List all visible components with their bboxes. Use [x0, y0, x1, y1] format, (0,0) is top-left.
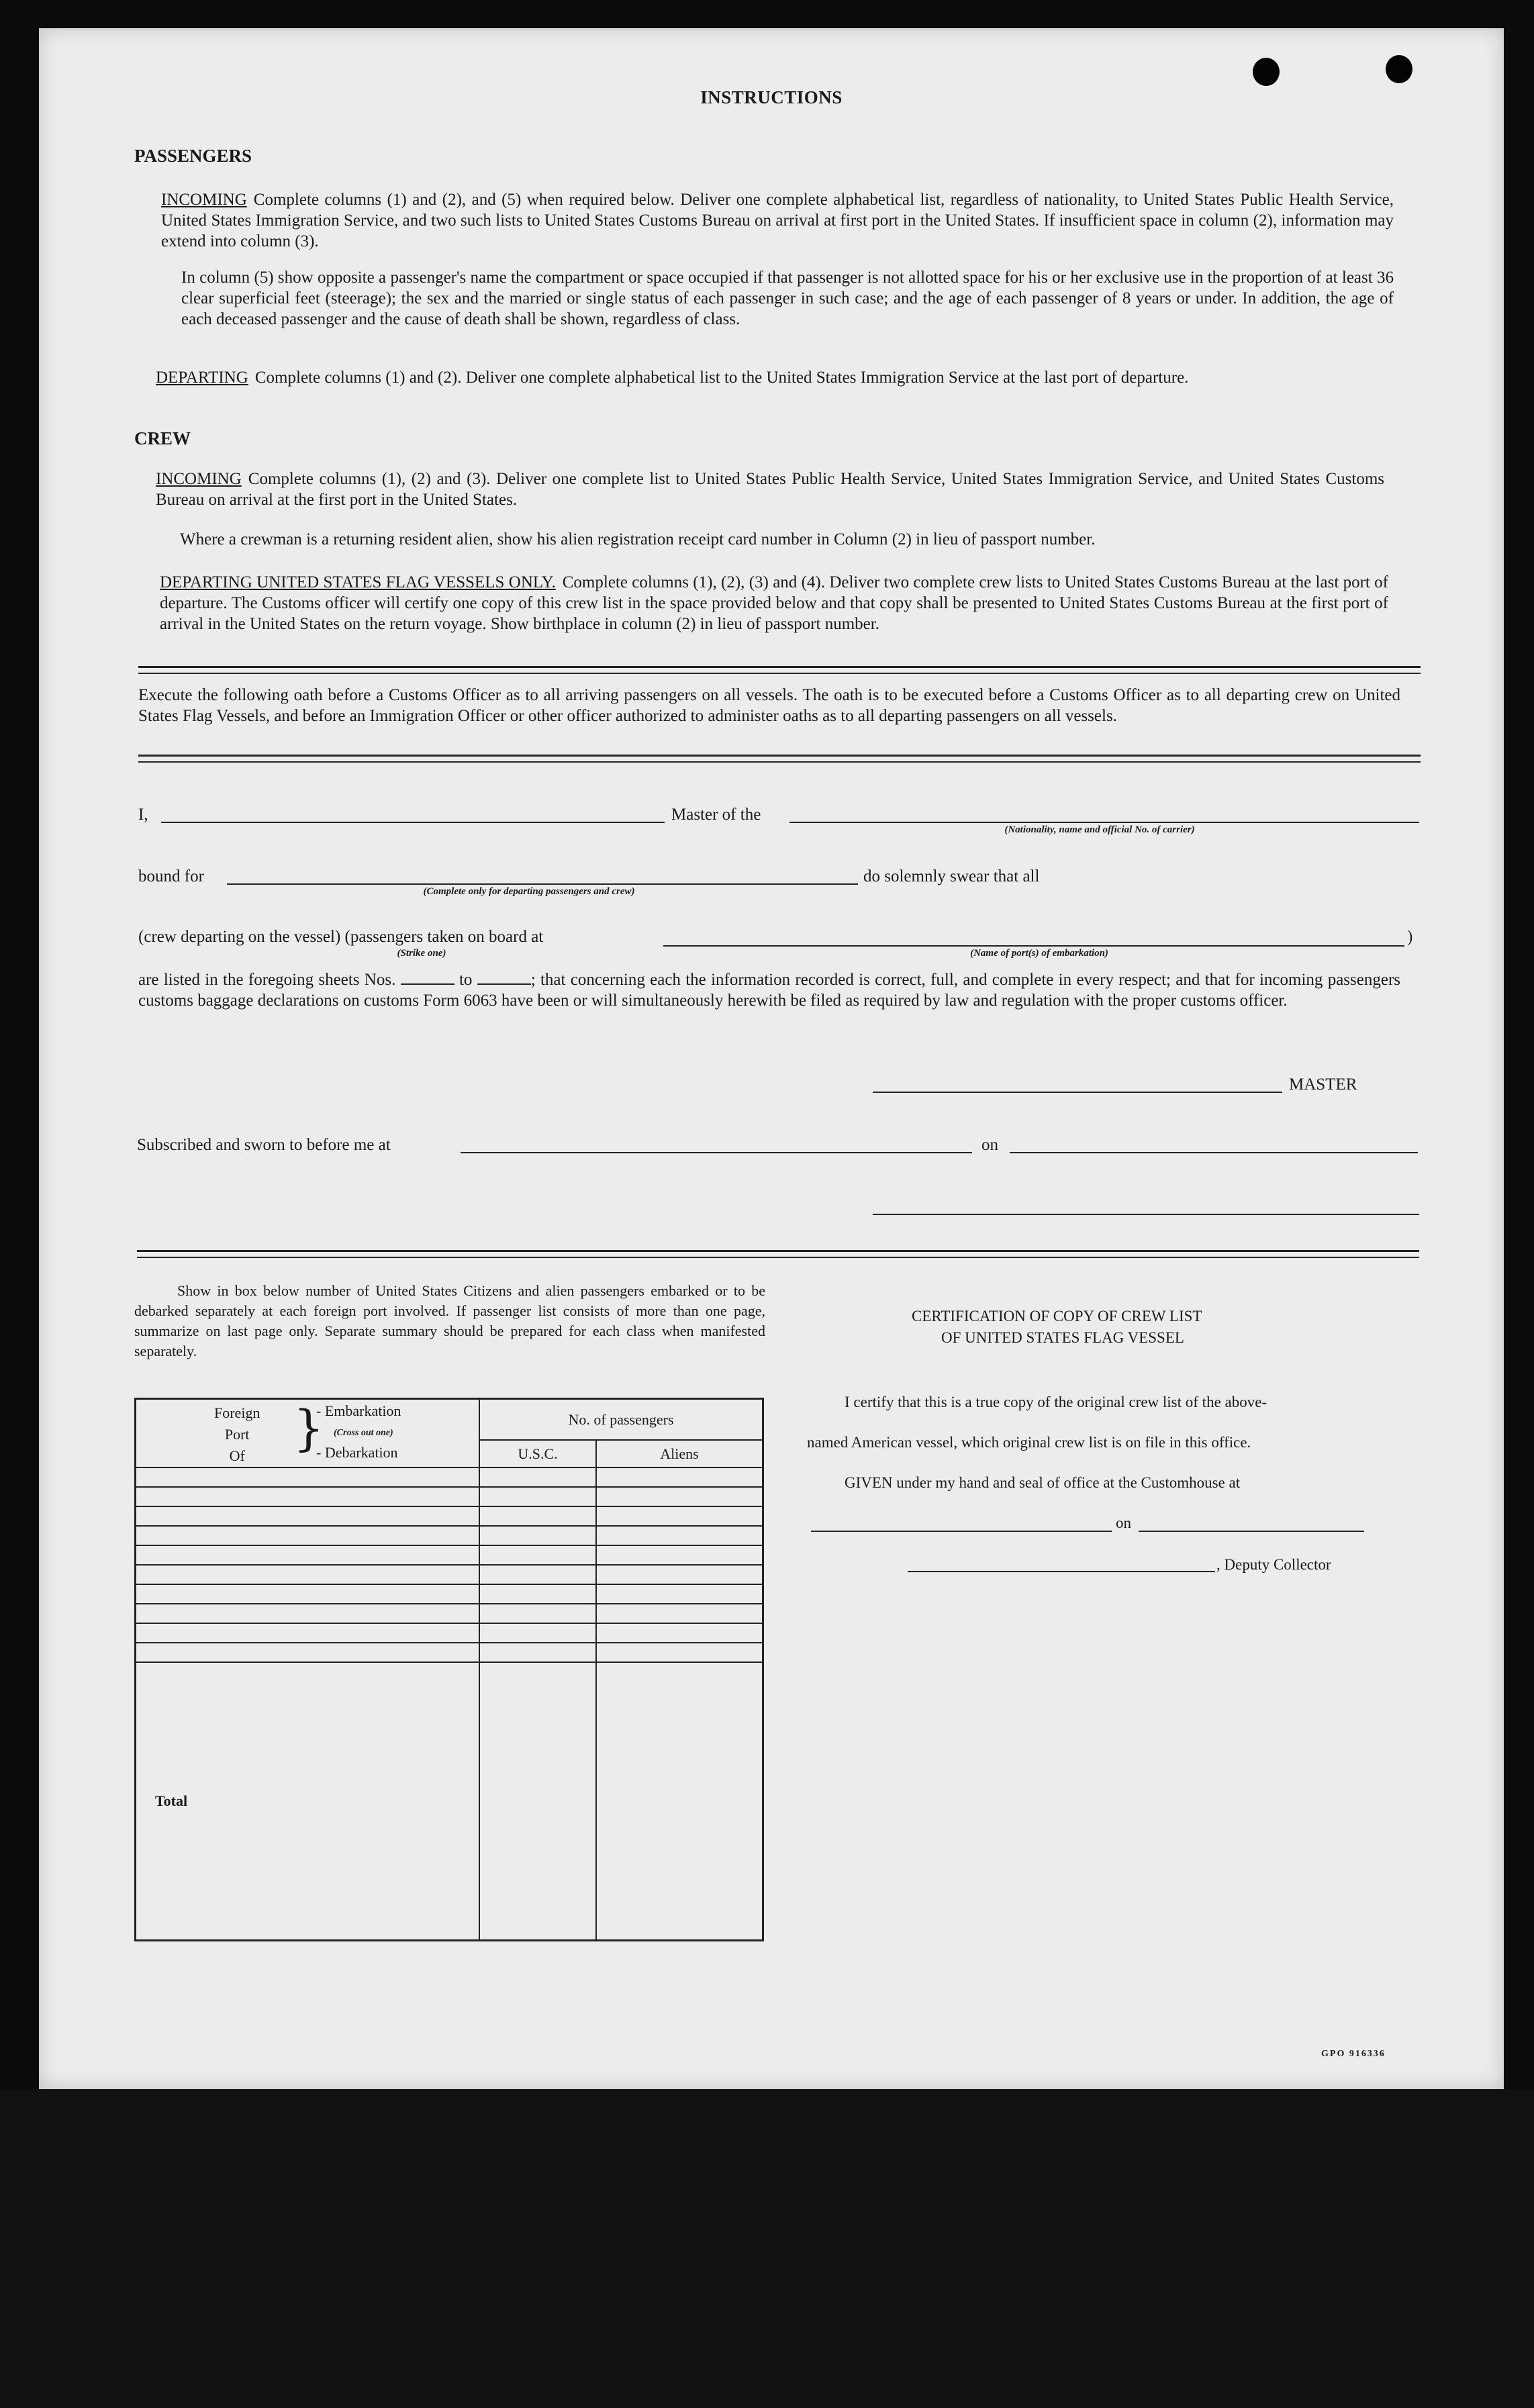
usc-cell[interactable] [479, 1604, 596, 1623]
form-page [39, 28, 1504, 2089]
usc-header: U.S.C. [479, 1440, 596, 1467]
total-aliens-cell[interactable] [596, 1662, 763, 1940]
crew-departing-para [160, 572, 1388, 634]
usc-cell[interactable] [479, 1584, 596, 1604]
subscribed-place-field[interactable] [461, 1152, 972, 1153]
port-cell[interactable] [136, 1545, 480, 1565]
usc-cell[interactable] [479, 1545, 596, 1565]
usc-cell[interactable] [479, 1565, 596, 1584]
foreign-port-of-label [214, 1402, 260, 1467]
oath-i-label: I, [138, 806, 148, 824]
crew-heading: CREW [134, 428, 191, 448]
embarkation-ports-field[interactable] [663, 945, 1404, 947]
crew-incoming-text: Complete columns (1), (2) and (3). Deliver one complete list to United States Public Health Service, United States Immigration Service, and United States Customs Bureau on arrival at the first port in the United States. [156, 470, 1384, 509]
page-title: INSTRUCTIONS [700, 87, 843, 107]
table-row [136, 1623, 763, 1643]
subscribed-label: Subscribed and sworn to before me at [137, 1136, 391, 1154]
aliens-cell[interactable] [596, 1487, 763, 1506]
sheet-to-field[interactable] [477, 971, 531, 985]
cross-out-caption: (Cross out one) [334, 1428, 393, 1438]
deputy-collector-signature-field[interactable] [908, 1571, 1215, 1572]
customhouse-field[interactable] [811, 1531, 1112, 1532]
officer-signature-field[interactable] [873, 1214, 1419, 1215]
total-row [136, 1662, 763, 1940]
aliens-cell[interactable] [596, 1565, 763, 1584]
certification-on-label: on [1116, 1514, 1131, 1531]
gpo-code: GPO 916336 [1321, 2049, 1386, 2059]
certification-heading-1: CERTIFICATION OF COPY OF CREW LIST [912, 1308, 1202, 1325]
port-cell[interactable] [136, 1467, 480, 1487]
listed-sheets-para [138, 969, 1400, 1011]
table-row [136, 1526, 763, 1545]
port-cell[interactable] [136, 1584, 480, 1604]
carrier-caption: (Nationality, name and official No. of carrier) [1004, 824, 1195, 835]
close-paren: ) [1407, 928, 1413, 946]
embarkation-label[interactable]: - Embarkation [316, 1402, 401, 1419]
crew-incoming-label: INCOMING [156, 470, 242, 488]
passengers-departing-text: Complete columns (1) and (2). Deliver one complete alphabetical list to the United States Immigration Service at the last port of departure. [254, 369, 1189, 387]
table-row [136, 1584, 763, 1604]
divider-rule-1 [138, 666, 1421, 674]
passenger-summary-table [134, 1398, 764, 1941]
aliens-cell[interactable] [596, 1604, 763, 1623]
deputy-collector-label: , Deputy Collector [1216, 1556, 1331, 1573]
port-cell[interactable] [136, 1643, 480, 1662]
crew-departing-text: Complete columns (1), (2), (3) and (4). Deliver two complete crew lists to United States Customs Bureau at the last port of departure. The Customs officer will certify one copy of this crew list in the space provided below and that copy shall be presented to United States Customs Bureau at the first port of arrival in the United States on the return voyage. Show birthplace in column (2) in lieu of passport number. [160, 573, 1388, 633]
total-usc-cell[interactable] [479, 1662, 596, 1940]
punch-hole-left [1253, 58, 1280, 86]
aliens-cell[interactable] [596, 1506, 763, 1526]
divider-rule-2 [138, 755, 1421, 763]
table-row [136, 1506, 763, 1526]
port-cell[interactable] [136, 1487, 480, 1506]
listed-rest: ; that concerning each the information recorded is correct, full, and complete in every respect; and that for incoming passengers customs baggage declarations on customs Form 6063 have been or will simultaneously herewith be filed as required by law and regulation with the proper customs officer. [138, 971, 1400, 1010]
passengers-incoming-label: INCOMING [161, 191, 247, 209]
crew-departing-label-oath: (crew departing on the vessel) (passengers taken on board at [138, 928, 544, 946]
total-label: Total [136, 1662, 480, 1940]
port-cell[interactable] [136, 1526, 480, 1545]
aliens-cell[interactable] [596, 1623, 763, 1643]
certification-line-3: GIVEN under my hand and seal of office at the Customhouse at [845, 1474, 1241, 1491]
table-row [136, 1604, 763, 1623]
debarkation-label[interactable]: - Debarkation [316, 1444, 398, 1461]
certification-date-field[interactable] [1139, 1531, 1364, 1532]
certification-line-2: named American vessel, which original crew list is on file in this office. [807, 1434, 1251, 1451]
ports-caption: (Name of port(s) of embarkation) [970, 948, 1108, 959]
listed-text: are listed in the foregoing sheets Nos. [138, 971, 396, 989]
solemnly-swear-label: do solemnly swear that all [863, 867, 1040, 885]
port-header-cell [136, 1399, 480, 1468]
table-row [136, 1643, 763, 1662]
port-cell[interactable] [136, 1506, 480, 1526]
strike-one-caption: (Strike one) [397, 948, 446, 959]
aliens-cell[interactable] [596, 1526, 763, 1545]
aliens-cell[interactable] [596, 1545, 763, 1565]
to-label: to [459, 971, 473, 989]
aliens-cell[interactable] [596, 1643, 763, 1662]
usc-cell[interactable] [479, 1643, 596, 1662]
certification-line-1: I certify that this is a true copy of the original crew list of the above- [845, 1394, 1267, 1410]
usc-cell[interactable] [479, 1506, 596, 1526]
port-cell[interactable] [136, 1565, 480, 1584]
aliens-header: Aliens [596, 1440, 763, 1467]
punch-hole-right [1386, 55, 1412, 83]
passengers-column5-para: In column (5) show opposite a passenger's name the compartment or space occupied if that passenger is not allotted space for his or her exclusive use in the proportion of at least 36 clear superficial feet (steerage); the sex and the married or single status of each passenger in such case; and the age of each passenger of 8 years or under. In addition, the age of each deceased passenger and the cause of death shall be shown, regardless of class. [181, 269, 1394, 328]
master-of-the-label: Master of the [671, 806, 761, 824]
port-cell[interactable] [136, 1604, 480, 1623]
crew-departing-label: DEPARTING UNITED STATES FLAG VESSELS ONLY. [160, 573, 556, 591]
table-row [136, 1467, 763, 1487]
usc-cell[interactable] [479, 1487, 596, 1506]
bound-for-caption: (Complete only for departing passengers and crew) [423, 886, 635, 897]
usc-cell[interactable] [479, 1623, 596, 1643]
subscribed-on-label: on [981, 1136, 998, 1154]
carrier-field[interactable] [789, 822, 1419, 823]
no-of-passengers-header: No. of passengers [479, 1399, 763, 1441]
passengers-departing-para [156, 367, 1394, 388]
table-row [136, 1545, 763, 1565]
crew-incoming-para [156, 469, 1384, 510]
master-signature-field[interactable] [873, 1092, 1282, 1093]
passengers-departing-label: DEPARTING [156, 369, 248, 387]
crew-resident-para: Where a crewman is a returning resident alien, show his alien registration receipt card number in Column (2) in lieu of passport number. [180, 530, 1096, 548]
scan-background-bottom [0, 2089, 1534, 2408]
oath-instructions: Execute the following oath before a Customs Officer as to all arriving passengers on all vessels. The oath is to be executed before a Customs Officer as to all departing crew on United States Flag Vessels, and before an Immigration Officer or other officer authorized to administer oaths as to all departing passengers on all vessels. [138, 686, 1400, 725]
master-label: MASTER [1289, 1075, 1357, 1094]
subscribed-date-field[interactable] [1010, 1152, 1418, 1153]
sheet-from-field[interactable] [401, 971, 454, 985]
master-name-field[interactable] [161, 822, 665, 823]
certification-heading-2: OF UNITED STATES FLAG VESSEL [941, 1329, 1184, 1346]
passengers-heading: PASSENGERS [134, 146, 252, 166]
summary-instructions: Show in box below number of United States Citizens and alien passengers embarked or to be debarked separately at each foreign port involved. If passenger list consists of more than one page, summarize on last page only. Separate summary should be prepared for each class when manifested separately. [134, 1282, 765, 1359]
foreign-port-of-text: Foreign Port Of [214, 1404, 260, 1464]
passengers-incoming-text: Complete columns (1) and (2), and (5) when required below. Deliver one complete alphabetical list, regardless of nationality, to United States Public Health Service, United States Immigration Service, and two such lists to United States Customs Bureau on arrival at first port in the United States. If insufficient space in column (2), information may extend into column (3). [161, 191, 1394, 250]
usc-cell[interactable] [479, 1467, 596, 1487]
bound-for-label: bound for [138, 867, 204, 885]
bound-for-field[interactable] [227, 883, 858, 885]
port-cell[interactable] [136, 1623, 480, 1643]
passengers-incoming-para [161, 189, 1394, 252]
usc-cell[interactable] [479, 1526, 596, 1545]
table-row [136, 1487, 763, 1506]
table-row [136, 1565, 763, 1584]
aliens-cell[interactable] [596, 1467, 763, 1487]
aliens-cell[interactable] [596, 1584, 763, 1604]
divider-rule-3 [137, 1250, 1419, 1258]
brace-icon: } [293, 1400, 324, 1456]
